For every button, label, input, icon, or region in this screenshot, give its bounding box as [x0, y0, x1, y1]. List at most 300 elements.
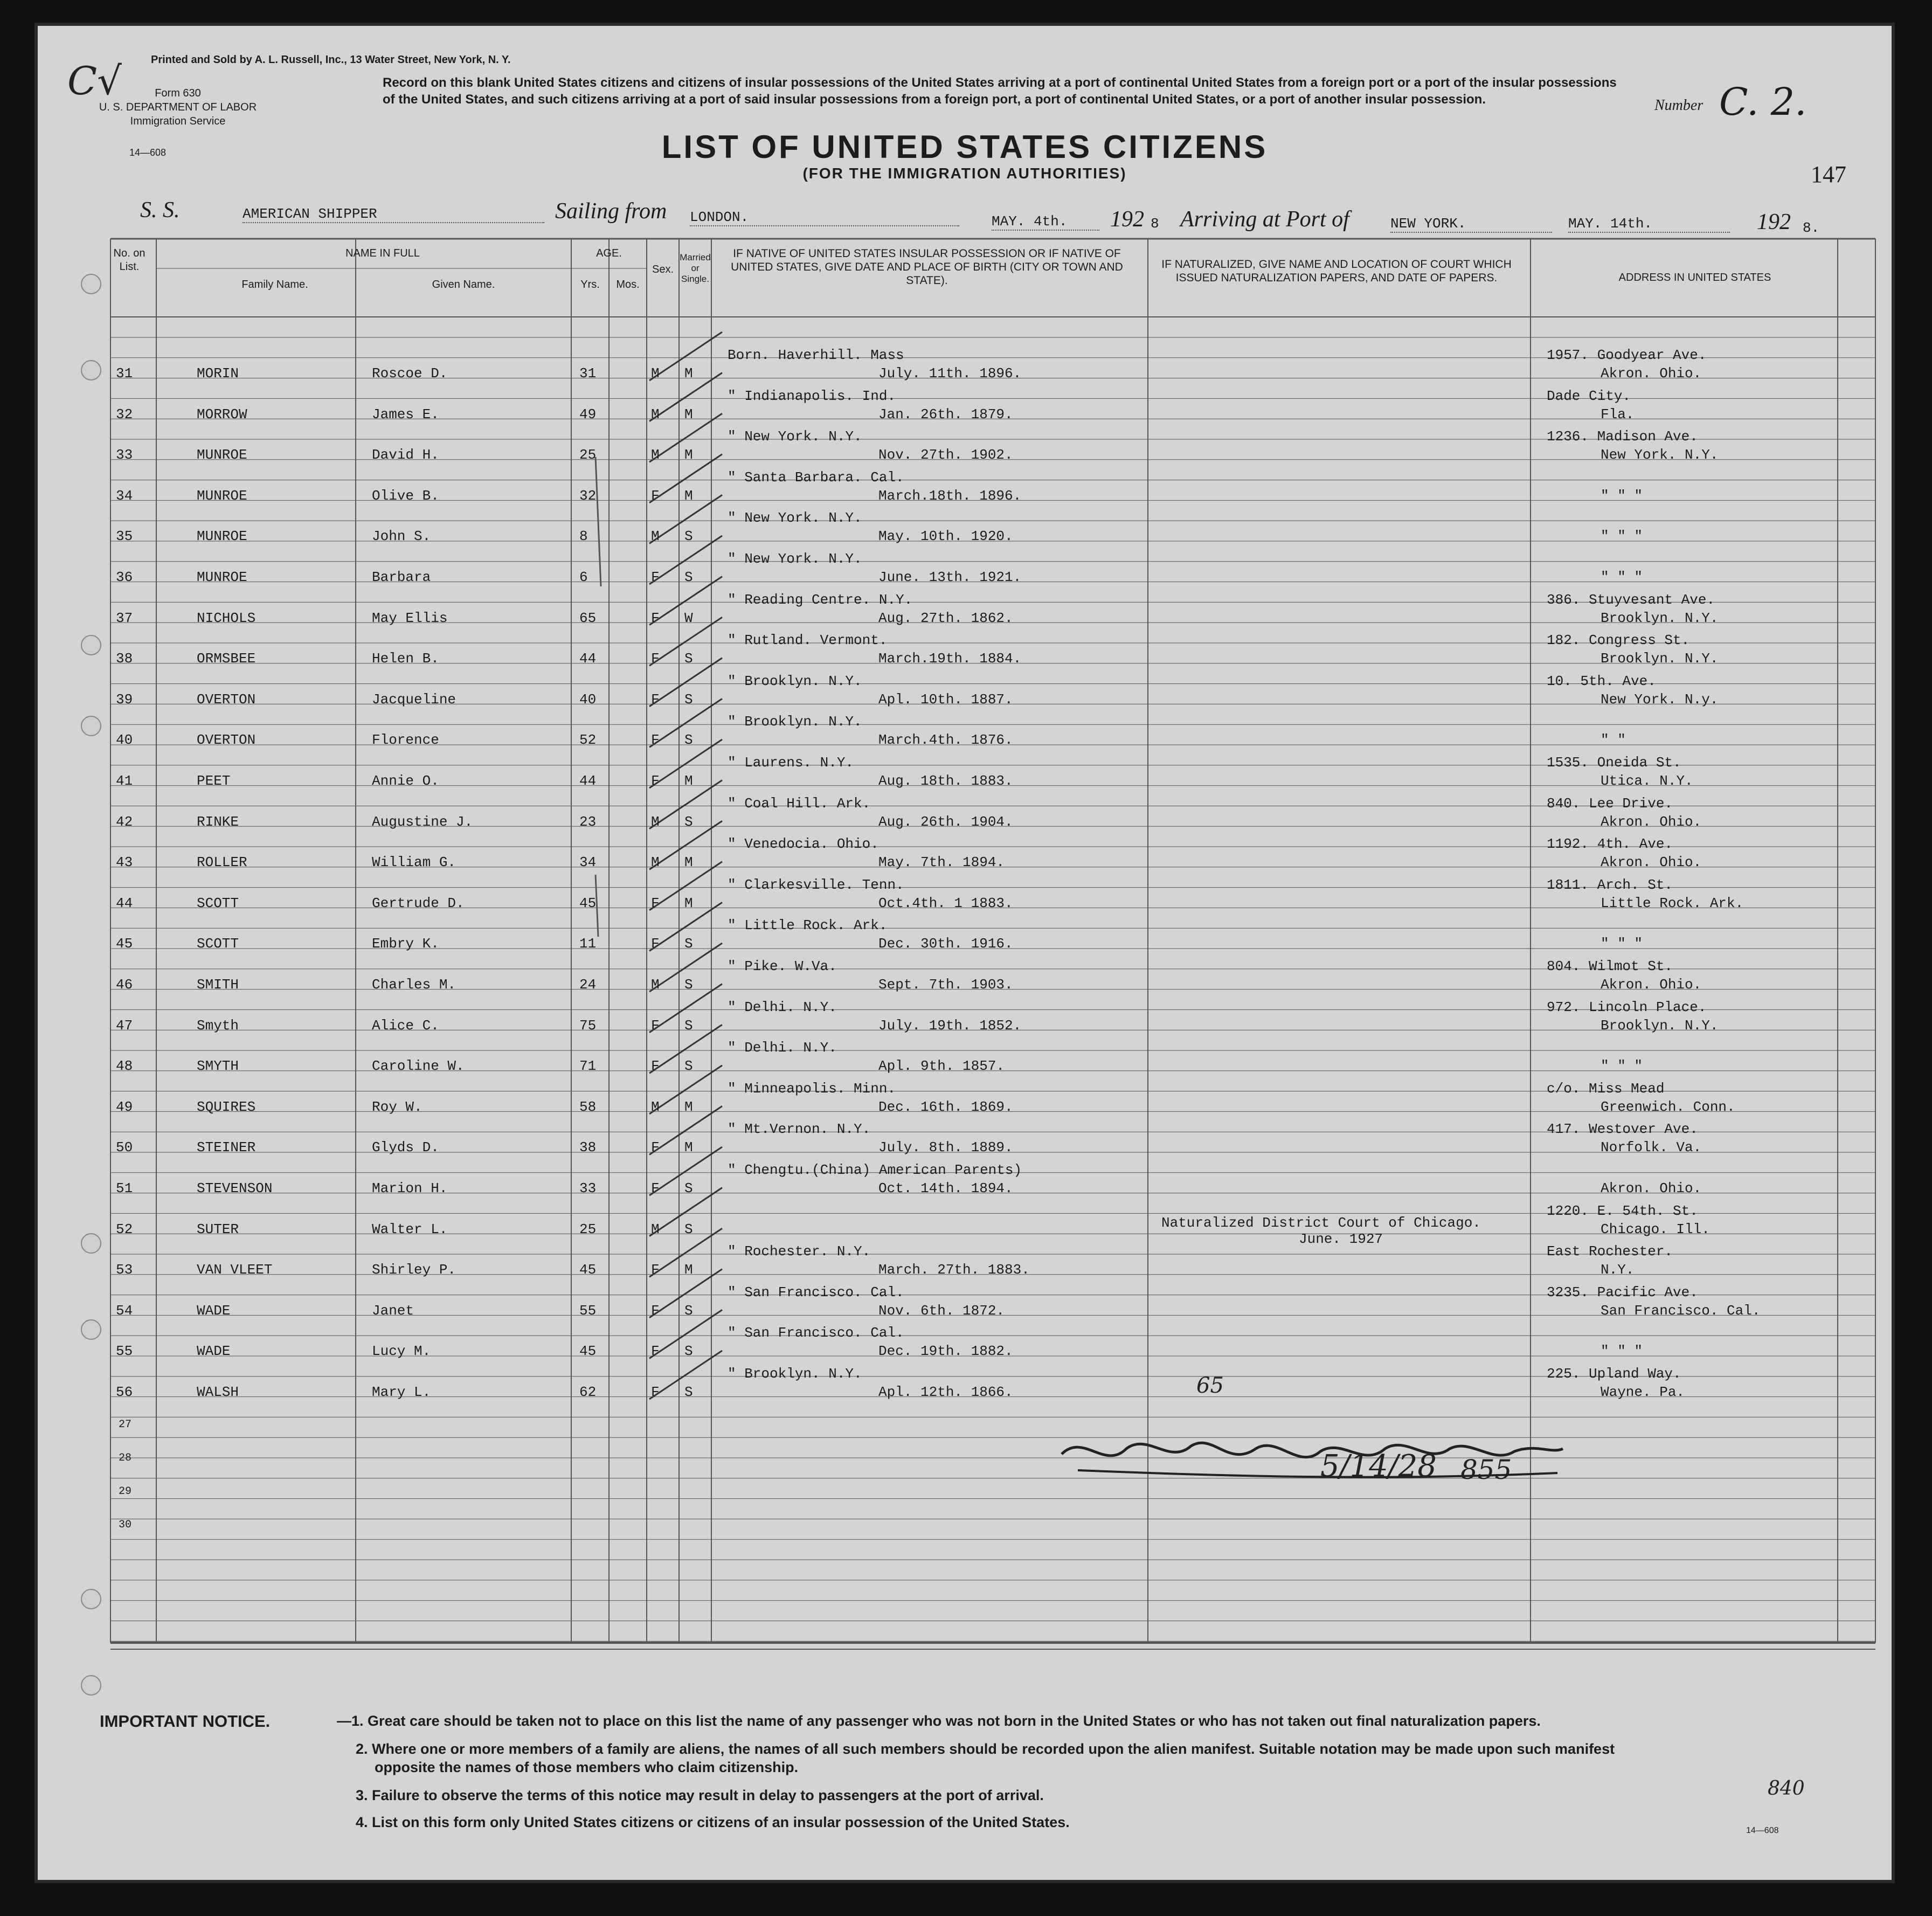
address-line-2: " " " [1601, 1058, 1643, 1075]
age-years: 34 [579, 854, 597, 871]
col-header-given: Given Name. [432, 279, 495, 290]
col-header-no: No. on List. [113, 247, 146, 273]
address-line-1: 1192. 4th. Ave. [1547, 836, 1673, 853]
family-name: VAN VLEET [197, 1262, 273, 1278]
row-number: 42 [116, 813, 133, 830]
marital-status: M [684, 773, 693, 789]
notice-item-2-cont: opposite the names of those members who claim citizenship. [375, 1759, 799, 1775]
address-line-1: 1535. Oneida St. [1547, 755, 1681, 771]
marital-status: S [684, 1343, 693, 1360]
address-line-1: 972. Lincoln Place. [1547, 999, 1707, 1015]
marital-status: S [684, 1058, 693, 1075]
marital-status: S [684, 651, 693, 667]
notice-item-2: 2. Where one or more members of a family are aliens, the names of all such members should be recorded upon the alien manifest. Suitable notation may be made upon such manifest [356, 1741, 1615, 1757]
address-line-2: Norfolk. Va. [1601, 1139, 1702, 1156]
birth-date: March.19th. 1884. [878, 651, 1022, 667]
sex: M [651, 813, 660, 830]
marital-status: M [684, 1139, 693, 1156]
birth-place: " San Francisco. Cal. [728, 1325, 904, 1341]
inspector-date: 5/14/28 [1320, 1449, 1437, 1484]
sex: F [651, 773, 660, 789]
punch-hole [81, 1589, 101, 1609]
address-line-1: 840. Lee Drive. [1547, 795, 1673, 812]
row-number: 47 [116, 1017, 133, 1034]
family-name: SUTER [197, 1221, 239, 1237]
marital-status: S [684, 1221, 693, 1237]
birth-place: " Coal Hill. Ark. [728, 795, 871, 812]
age-years: 45 [579, 895, 597, 911]
address-line-2: Akron. Ohio. [1601, 854, 1702, 871]
given-name: Walter L. [372, 1221, 448, 1237]
row-number: 55 [116, 1343, 133, 1360]
birth-date: Nov. 6th. 1872. [878, 1302, 1005, 1319]
birth-date: Dec. 19th. 1882. [878, 1343, 1013, 1360]
given-name: Florence [372, 732, 439, 749]
marital-status: M [684, 487, 693, 504]
sailing-label: Sailing from [555, 199, 667, 224]
col-header-sex: Sex. [652, 264, 674, 275]
punch-hole [81, 360, 101, 381]
given-name: John S. [372, 528, 431, 545]
naturalization-court: Naturalized District Court of Chicago. [1161, 1214, 1481, 1231]
birth-date: March.4th. 1876. [878, 732, 1013, 749]
marital-status: S [684, 732, 693, 749]
count-mark: 65 [1196, 1373, 1224, 1398]
ship-name: AMERICAN SHIPPER [243, 206, 544, 223]
punch-hole [81, 274, 101, 294]
address-line-2: " " " [1601, 487, 1643, 504]
birth-date: Dec. 16th. 1869. [878, 1098, 1013, 1115]
address-line-2: " " [1601, 732, 1626, 749]
address-line-2: N.Y. [1601, 1262, 1635, 1278]
punch-hole [81, 1233, 101, 1254]
birth-date: Aug. 26th. 1904. [878, 813, 1013, 830]
form-code-bottom: 14—608 [1746, 1826, 1779, 1835]
col-header-address: ADDRESS IN UNITED STATES [1618, 272, 1771, 283]
family-name: PEET [197, 773, 231, 789]
row-number: 40 [116, 732, 133, 749]
sex: F [651, 569, 660, 585]
marital-status: M [684, 406, 693, 423]
address-line-2: " " " [1601, 936, 1643, 952]
blank-row-number: 30 [119, 1518, 132, 1531]
age-years: 25 [579, 1221, 597, 1237]
corner-check-mark: C√ [67, 58, 122, 103]
row-number: 37 [116, 610, 133, 626]
birth-date: May. 7th. 1894. [878, 854, 1005, 871]
marital-status: S [684, 1180, 693, 1196]
address-line-1: 182. Congress St. [1547, 632, 1690, 649]
col-header-married: Married or Single. [680, 252, 711, 284]
marital-status: M [684, 447, 693, 464]
row-number: 52 [116, 1221, 133, 1237]
given-name: Caroline W. [372, 1058, 465, 1075]
number-label: Number [1654, 97, 1704, 114]
family-name: WALSH [197, 1384, 239, 1400]
service-name: Immigration Service [130, 115, 226, 127]
birth-place: " New York. N.Y. [728, 510, 862, 527]
family-name: Smyth [197, 1017, 239, 1034]
birth-place: " Minneapolis. Minn. [728, 1080, 896, 1097]
punch-hole [81, 1319, 101, 1340]
given-name: Olive B. [372, 487, 439, 504]
sex: M [651, 528, 660, 545]
blank-row-number: 29 [119, 1485, 132, 1498]
given-name: Annie O. [372, 773, 439, 789]
arrival-date: MAY. 14th. [1568, 216, 1730, 233]
form-number: Form 630 [155, 87, 201, 99]
arriving-label: Arriving at Port of [1180, 207, 1349, 232]
row-number: 34 [116, 487, 133, 504]
sex: M [651, 1098, 660, 1115]
age-years: 38 [579, 1139, 597, 1156]
address-line-1: 1957. Goodyear Ave. [1547, 347, 1707, 363]
naturalization-date: June. 1927 [1299, 1230, 1383, 1247]
address-line-2: Utica. N.Y. [1601, 773, 1693, 789]
address-line-2: San Francisco. Cal. [1601, 1302, 1761, 1319]
address-line-2: Brooklyn. N.Y. [1601, 610, 1719, 626]
birth-place: " Chengtu.(China) American Parents) [728, 1162, 1022, 1178]
birth-date: Oct. 14th. 1894. [878, 1180, 1013, 1196]
row-number: 46 [116, 977, 133, 993]
address-line-1: c/o. Miss Mead [1547, 1080, 1665, 1097]
col-header-name-in-full: NAME IN FULL [345, 247, 420, 259]
family-name: SMITH [197, 977, 239, 993]
sex: F [651, 936, 660, 952]
address-line-2: Fla. [1601, 406, 1635, 423]
marital-status: S [684, 569, 693, 585]
family-name: MORIN [197, 365, 239, 382]
given-name: Janet [372, 1302, 414, 1319]
birth-place: " Delhi. N.Y. [728, 1040, 837, 1056]
age-years: 11 [579, 936, 597, 952]
marital-status: S [684, 1017, 693, 1034]
col-header-birth: IF NATIVE OF UNITED STATES INSULAR POSSESSION OR IF NATIVE OF UNITED STATES, GIVE DATE AND PLACE OF BIRTH (CITY OR TOWN AND STATE). [731, 247, 1123, 287]
marital-status: S [684, 528, 693, 545]
address-line-1: 1236. Madison Ave. [1547, 428, 1698, 445]
age-years: 49 [579, 406, 597, 423]
birth-date: Aug. 27th. 1862. [878, 610, 1013, 626]
address-line-2: Brooklyn. N.Y. [1601, 1017, 1719, 1034]
record-instructions: Record on this blank United States citizens and citizens of insular possessions of the United States arriving at a port of continental United States from a foreign port or a port of the insular possessions of the United States, and such citizens arriving at a port of said insular possessions from a foreign port, a port of continental United States, or a port of another insular possession. [383, 75, 1617, 107]
birth-place: " Delhi. N.Y. [728, 999, 837, 1015]
marital-status: W [684, 610, 693, 626]
arrival-year-digit: 8. [1803, 220, 1820, 236]
age-years: 40 [579, 691, 597, 708]
row-number: 53 [116, 1262, 133, 1278]
birth-place: " Brooklyn. N.Y. [728, 673, 862, 689]
manifest-sheet [38, 26, 1892, 1880]
table-grid [38, 26, 1892, 1880]
family-name: MUNROE [197, 447, 247, 464]
page-subtitle: (FOR THE IMMIGRATION AUTHORITIES) [802, 165, 1127, 182]
address-line-1: 225. Upland Way. [1547, 1366, 1681, 1382]
address-line-2: Wayne. Pa. [1601, 1384, 1685, 1400]
sailing-year-prefix: 192 [1110, 207, 1144, 232]
family-name: WADE [197, 1302, 231, 1319]
blank-row-number: 27 [119, 1418, 132, 1431]
notice-label: IMPORTANT NOTICE. [100, 1712, 271, 1731]
birth-date: July. 19th. 1852. [878, 1017, 1022, 1034]
birth-date: Aug. 18th. 1883. [878, 773, 1013, 789]
given-name: Jacqueline [372, 691, 456, 708]
col-header-mos: Mos. [616, 279, 640, 290]
age-years: 62 [579, 1384, 597, 1400]
row-number: 51 [116, 1180, 133, 1196]
birth-date: June. 13th. 1921. [878, 569, 1022, 585]
row-number: 48 [116, 1058, 133, 1075]
address-line-1: Dade City. [1547, 388, 1631, 404]
family-name: MORROW [197, 406, 247, 423]
age-years: 52 [579, 732, 597, 749]
department-name: U. S. DEPARTMENT OF LABOR [99, 101, 257, 113]
family-name: STEINER [197, 1139, 256, 1156]
row-number: 36 [116, 569, 133, 585]
birth-date: July. 8th. 1889. [878, 1139, 1013, 1156]
given-name: Shirley P. [372, 1262, 456, 1278]
given-name: Lucy M. [372, 1343, 431, 1360]
sex: F [651, 732, 660, 749]
given-name: Roscoe D. [372, 365, 448, 382]
age-years: 75 [579, 1017, 597, 1034]
printer-line: Printed and Sold by A. L. Russell, Inc., 13 Water Street, New York, N. Y. [151, 54, 511, 66]
age-years: 8 [579, 528, 588, 545]
family-name: RINKE [197, 813, 239, 830]
sex: F [651, 487, 660, 504]
sailing-date: MAY. 4th. [992, 213, 1099, 231]
col-header-yrs: Yrs. [580, 279, 600, 290]
sex: F [651, 895, 660, 911]
notice-item-3: 3. Failure to observe the terms of this notice may result in delay to passengers at the port of arrival. [356, 1787, 1044, 1803]
address-line-1: 386. Stuyvesant Ave. [1547, 591, 1715, 608]
age-years: 44 [579, 773, 597, 789]
sex: M [651, 447, 660, 464]
given-name: Alice C. [372, 1017, 439, 1034]
birth-date: Oct.4th. 1 1883. [878, 895, 1013, 911]
address-line-2: Little Rock. Ark. [1601, 895, 1744, 911]
sex: F [651, 1302, 660, 1319]
given-name: Mary L. [372, 1384, 431, 1400]
age-years: 58 [579, 1098, 597, 1115]
row-number: 41 [116, 773, 133, 789]
given-name: David H. [372, 447, 439, 464]
birth-place: " Reading Centre. N.Y. [728, 591, 913, 608]
col-header-family: Family Name. [241, 279, 308, 290]
count-840: 840 [1768, 1777, 1805, 1800]
address-line-2: Akron. Ohio. [1601, 365, 1702, 382]
family-name: OVERTON [197, 732, 256, 749]
given-name: James E. [372, 406, 439, 423]
given-name: Barbara [372, 569, 431, 585]
age-years: 45 [579, 1262, 597, 1278]
address-line-1: 804. Wilmot St. [1547, 958, 1673, 974]
birth-place: " Mt.Vernon. N.Y. [728, 1121, 871, 1138]
row-number: 38 [116, 651, 133, 667]
given-name: William G. [372, 854, 456, 871]
sex: M [651, 854, 660, 871]
address-line-2: Chicago. Ill. [1601, 1221, 1710, 1237]
sex: F [651, 1139, 660, 1156]
sex: M [651, 977, 660, 993]
row-number: 44 [116, 895, 133, 911]
sex: F [651, 1343, 660, 1360]
birth-date: Dec. 30th. 1916. [878, 936, 1013, 952]
birth-date: Apl. 9th. 1857. [878, 1058, 1005, 1075]
birth-place: Born. Haverhill. Mass [728, 347, 904, 363]
address-line-1: 10. 5th. Ave. [1547, 673, 1656, 689]
age-years: 65 [579, 610, 597, 626]
col-header-age: AGE. [596, 247, 622, 259]
birth-place: " Santa Barbara. Cal. [728, 469, 904, 486]
sex: F [651, 1058, 660, 1075]
marital-status: S [684, 1384, 693, 1400]
row-number: 39 [116, 691, 133, 708]
birth-place: " Brooklyn. N.Y. [728, 714, 862, 730]
sex: F [651, 610, 660, 626]
row-number: 43 [116, 854, 133, 871]
birth-place: " Little Rock. Ark. [728, 917, 888, 934]
row-number: 50 [116, 1139, 133, 1156]
sex: F [651, 1384, 660, 1400]
page-number: 147 [1811, 161, 1846, 188]
sex: F [651, 691, 660, 708]
given-name: Helen B. [372, 651, 439, 667]
row-number: 45 [116, 936, 133, 952]
arrival-year-prefix: 192 [1757, 210, 1791, 234]
given-name: Charles M. [372, 977, 456, 993]
address-line-1: 3235. Pacific Ave. [1547, 1284, 1698, 1301]
age-years: 44 [579, 651, 597, 667]
birth-place: " New York. N.Y. [728, 551, 862, 567]
birth-date: Apl. 10th. 1887. [878, 691, 1013, 708]
given-name: Augustine J. [372, 813, 473, 830]
given-name: May Ellis [372, 610, 448, 626]
row-number: 31 [116, 365, 133, 382]
birth-date: March.18th. 1896. [878, 487, 1022, 504]
address-line-1: 1220. E. 54th. St. [1547, 1202, 1698, 1219]
age-years: 71 [579, 1058, 597, 1075]
family-name: STEVENSON [197, 1180, 273, 1196]
family-name: ORMSBEE [197, 651, 256, 667]
sex: M [651, 365, 660, 382]
age-years: 32 [579, 487, 597, 504]
marital-status: M [684, 1262, 693, 1278]
blank-row-number: 28 [119, 1451, 132, 1464]
address-line-2: Akron. Ohio. [1601, 1180, 1702, 1196]
col-header-naturalized: IF NATURALIZED, GIVE NAME AND LOCATION OF COURT WHICH ISSUED NATURALIZATION PAPERS, AND DATE OF PAPERS. [1161, 258, 1512, 284]
birth-place: " Clarkesville. Tenn. [728, 876, 904, 893]
marital-status: S [684, 936, 693, 952]
given-name: Roy W. [372, 1098, 423, 1115]
punch-hole [81, 635, 101, 655]
address-line-1: East Rochester. [1547, 1243, 1673, 1260]
form-code-top: 14—608 [129, 147, 167, 158]
address-line-2: New York. N.y. [1601, 691, 1719, 708]
address-line-2: " " " [1601, 569, 1643, 585]
address-line-2: Akron. Ohio. [1601, 813, 1702, 830]
sex: F [651, 1262, 660, 1278]
age-years: 45 [579, 1343, 597, 1360]
punch-hole [81, 1675, 101, 1696]
sex: M [651, 406, 660, 423]
birth-date: March. 27th. 1883. [878, 1262, 1030, 1278]
count-855: 855 [1460, 1454, 1512, 1485]
marital-status: M [684, 1098, 693, 1115]
family-name: MUNROE [197, 487, 247, 504]
sex: F [651, 651, 660, 667]
row-number: 54 [116, 1302, 133, 1319]
marital-status: M [684, 365, 693, 382]
age-years: 31 [579, 365, 597, 382]
birth-place: " San Francisco. Cal. [728, 1284, 904, 1301]
age-years: 33 [579, 1180, 597, 1196]
marital-status: S [684, 977, 693, 993]
family-name: MUNROE [197, 569, 247, 585]
sex: F [651, 1017, 660, 1034]
family-name: ROLLER [197, 854, 247, 871]
page-title: LIST OF UNITED STATES CITIZENS [661, 129, 1268, 165]
birth-date: Jan. 26th. 1879. [878, 406, 1013, 423]
birth-place: " Pike. W.Va. [728, 958, 837, 974]
address-line-2: Akron. Ohio. [1601, 977, 1702, 993]
family-name: MUNROE [197, 528, 247, 545]
sex: M [651, 1221, 660, 1237]
marital-status: S [684, 691, 693, 708]
punch-hole [81, 716, 101, 736]
family-name: SQUIRES [197, 1098, 256, 1115]
age-years: 25 [579, 447, 597, 464]
birth-place: " Brooklyn. N.Y. [728, 1366, 862, 1382]
address-line-2: " " " [1601, 528, 1643, 545]
family-name: NICHOLS [197, 610, 256, 626]
family-name: SCOTT [197, 936, 239, 952]
marital-status: S [684, 1302, 693, 1319]
row-number: 49 [116, 1098, 133, 1115]
row-number: 35 [116, 528, 133, 545]
address-line-2: " " " [1601, 1343, 1643, 1360]
age-years: 23 [579, 813, 597, 830]
family-name: SCOTT [197, 895, 239, 911]
ss-label: S. S. [140, 198, 180, 223]
birth-date: Apl. 12th. 1866. [878, 1384, 1013, 1400]
birth-date: July. 11th. 1896. [878, 365, 1022, 382]
birth-place: " Venedocia. Ohio. [728, 836, 879, 853]
sailing-year-digit: 8 [1151, 216, 1159, 232]
marital-status: M [684, 854, 693, 871]
birth-date: Nov. 27th. 1902. [878, 447, 1013, 464]
address-line-2: Brooklyn. N.Y. [1601, 651, 1719, 667]
row-number: 33 [116, 447, 133, 464]
birth-place: " Laurens. N.Y. [728, 755, 854, 771]
birth-place: " Rochester. N.Y. [728, 1243, 871, 1260]
given-name: Marion H. [372, 1180, 448, 1196]
birth-date: Sept. 7th. 1903. [878, 977, 1013, 993]
notice-item-4: 4. List on this form only United States citizens or citizens of an insular possession of the United States. [356, 1814, 1070, 1830]
age-years: 55 [579, 1302, 597, 1319]
sex: F [651, 1180, 660, 1196]
sailing-port: LONDON. [690, 209, 959, 226]
age-years: 24 [579, 977, 597, 993]
row-number: 32 [116, 406, 133, 423]
given-name: Gertrude D. [372, 895, 465, 911]
marital-status: S [684, 813, 693, 830]
arrival-port: NEW YORK. [1390, 216, 1552, 233]
address-line-2: New York. N.Y. [1601, 447, 1719, 464]
birth-place: " Indianapolis. Ind. [728, 388, 896, 404]
marital-status: M [684, 895, 693, 911]
address-line-1: 1811. Arch. St. [1547, 876, 1673, 893]
family-name: SMYTH [197, 1058, 239, 1075]
